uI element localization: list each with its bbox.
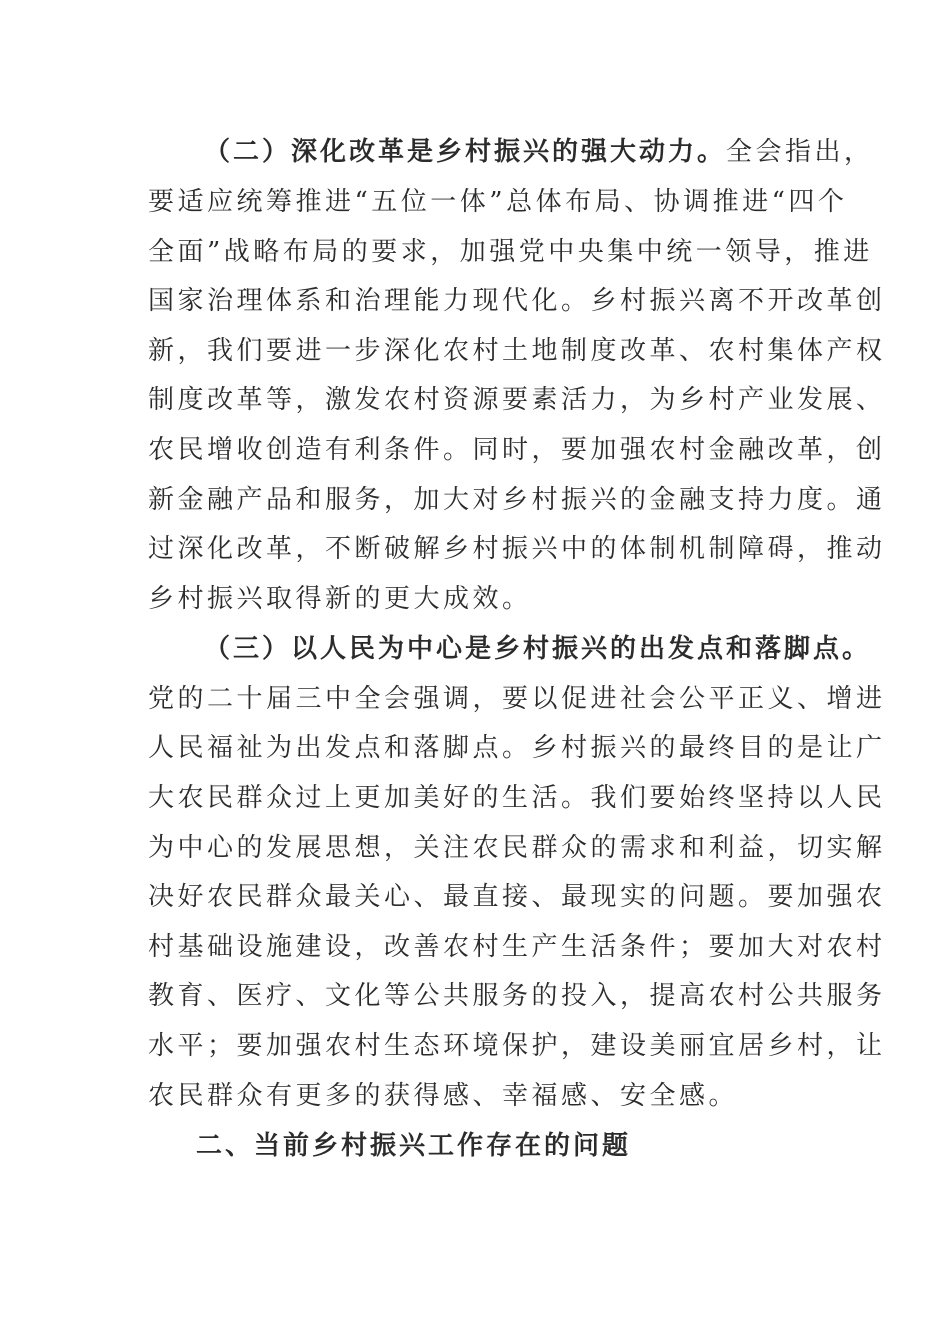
paragraph-2-line-6: 农民增收创造有利条件。同时，要加强农村金融改革，创 (148, 435, 886, 465)
paragraph-3-line-9: 农民群众有更多的获得感、幸福感、安全感。 (148, 1081, 739, 1111)
paragraph-2-line-1: 要适应统筹推进“五位一体”总体布局、协调推进“四个 (148, 187, 848, 217)
paragraph-3-line-5: 决好农民群众最关心、最直接、最现实的问题。要加强农 (148, 882, 886, 912)
paragraph-3-line-3: 大农民群众过上更加美好的生活。我们要始终坚持以人民 (148, 783, 886, 813)
paragraph-2-line-2: 全面”战略布局的要求，加强党中央集中统一领导，推进 (148, 237, 873, 267)
paragraph-3-line-4: 为中心的发展思想，关注农民群众的需求和利益，切实解 (148, 833, 886, 863)
paragraph-2-line-0-tail: 全会指出， (726, 137, 874, 167)
paragraph-2-line-7: 新金融产品和服务，加大对乡村振兴的金融支持力度。通 (148, 485, 886, 515)
paragraph-3-heading: （三）以人民为中心是乡村振兴的出发点和落脚点。 (204, 634, 872, 664)
paragraph-2-line-5: 制度改革等，激发农村资源要素活力，为乡村产业发展、 (148, 385, 886, 415)
paragraph-3-line-1: 党的二十届三中全会强调，要以促进社会公平正义、增进 (148, 684, 886, 714)
paragraph-3-line-6: 村基础设施建设，改善农村生产生活条件；要加大对农村 (148, 932, 886, 962)
paragraph-2-line-0 (204, 128, 874, 176)
section-2-title: 二、当前乡村振兴工作存在的问题 (196, 1131, 632, 1161)
paragraph-2-line-9: 乡村振兴取得新的更大成效。 (148, 584, 532, 614)
paragraph-2-line-4: 新，我们要进一步深化农村土地制度改革、农村集体产权 (148, 336, 886, 366)
paragraph-3-line-7: 教育、医疗、文化等公共服务的投入，提高农村公共服务 (148, 981, 886, 1011)
paragraph-3-line-2: 人民福祉为出发点和落脚点。乡村振兴的最终目的是让广 (148, 733, 886, 763)
paragraph-3-line-8: 水平；要加强农村生态环境保护，建设美丽宜居乡村，让 (148, 1031, 886, 1061)
paragraph-2-heading: （二）深化改革是乡村振兴的强大动力。 (204, 137, 727, 167)
paragraph-2-line-8: 过深化改革，不断破解乡村振兴中的体制机制障碍，推动 (148, 534, 886, 564)
paragraph-2-line-3: 国家治理体系和治理能力现代化。乡村振兴离不开改革创 (148, 286, 886, 316)
